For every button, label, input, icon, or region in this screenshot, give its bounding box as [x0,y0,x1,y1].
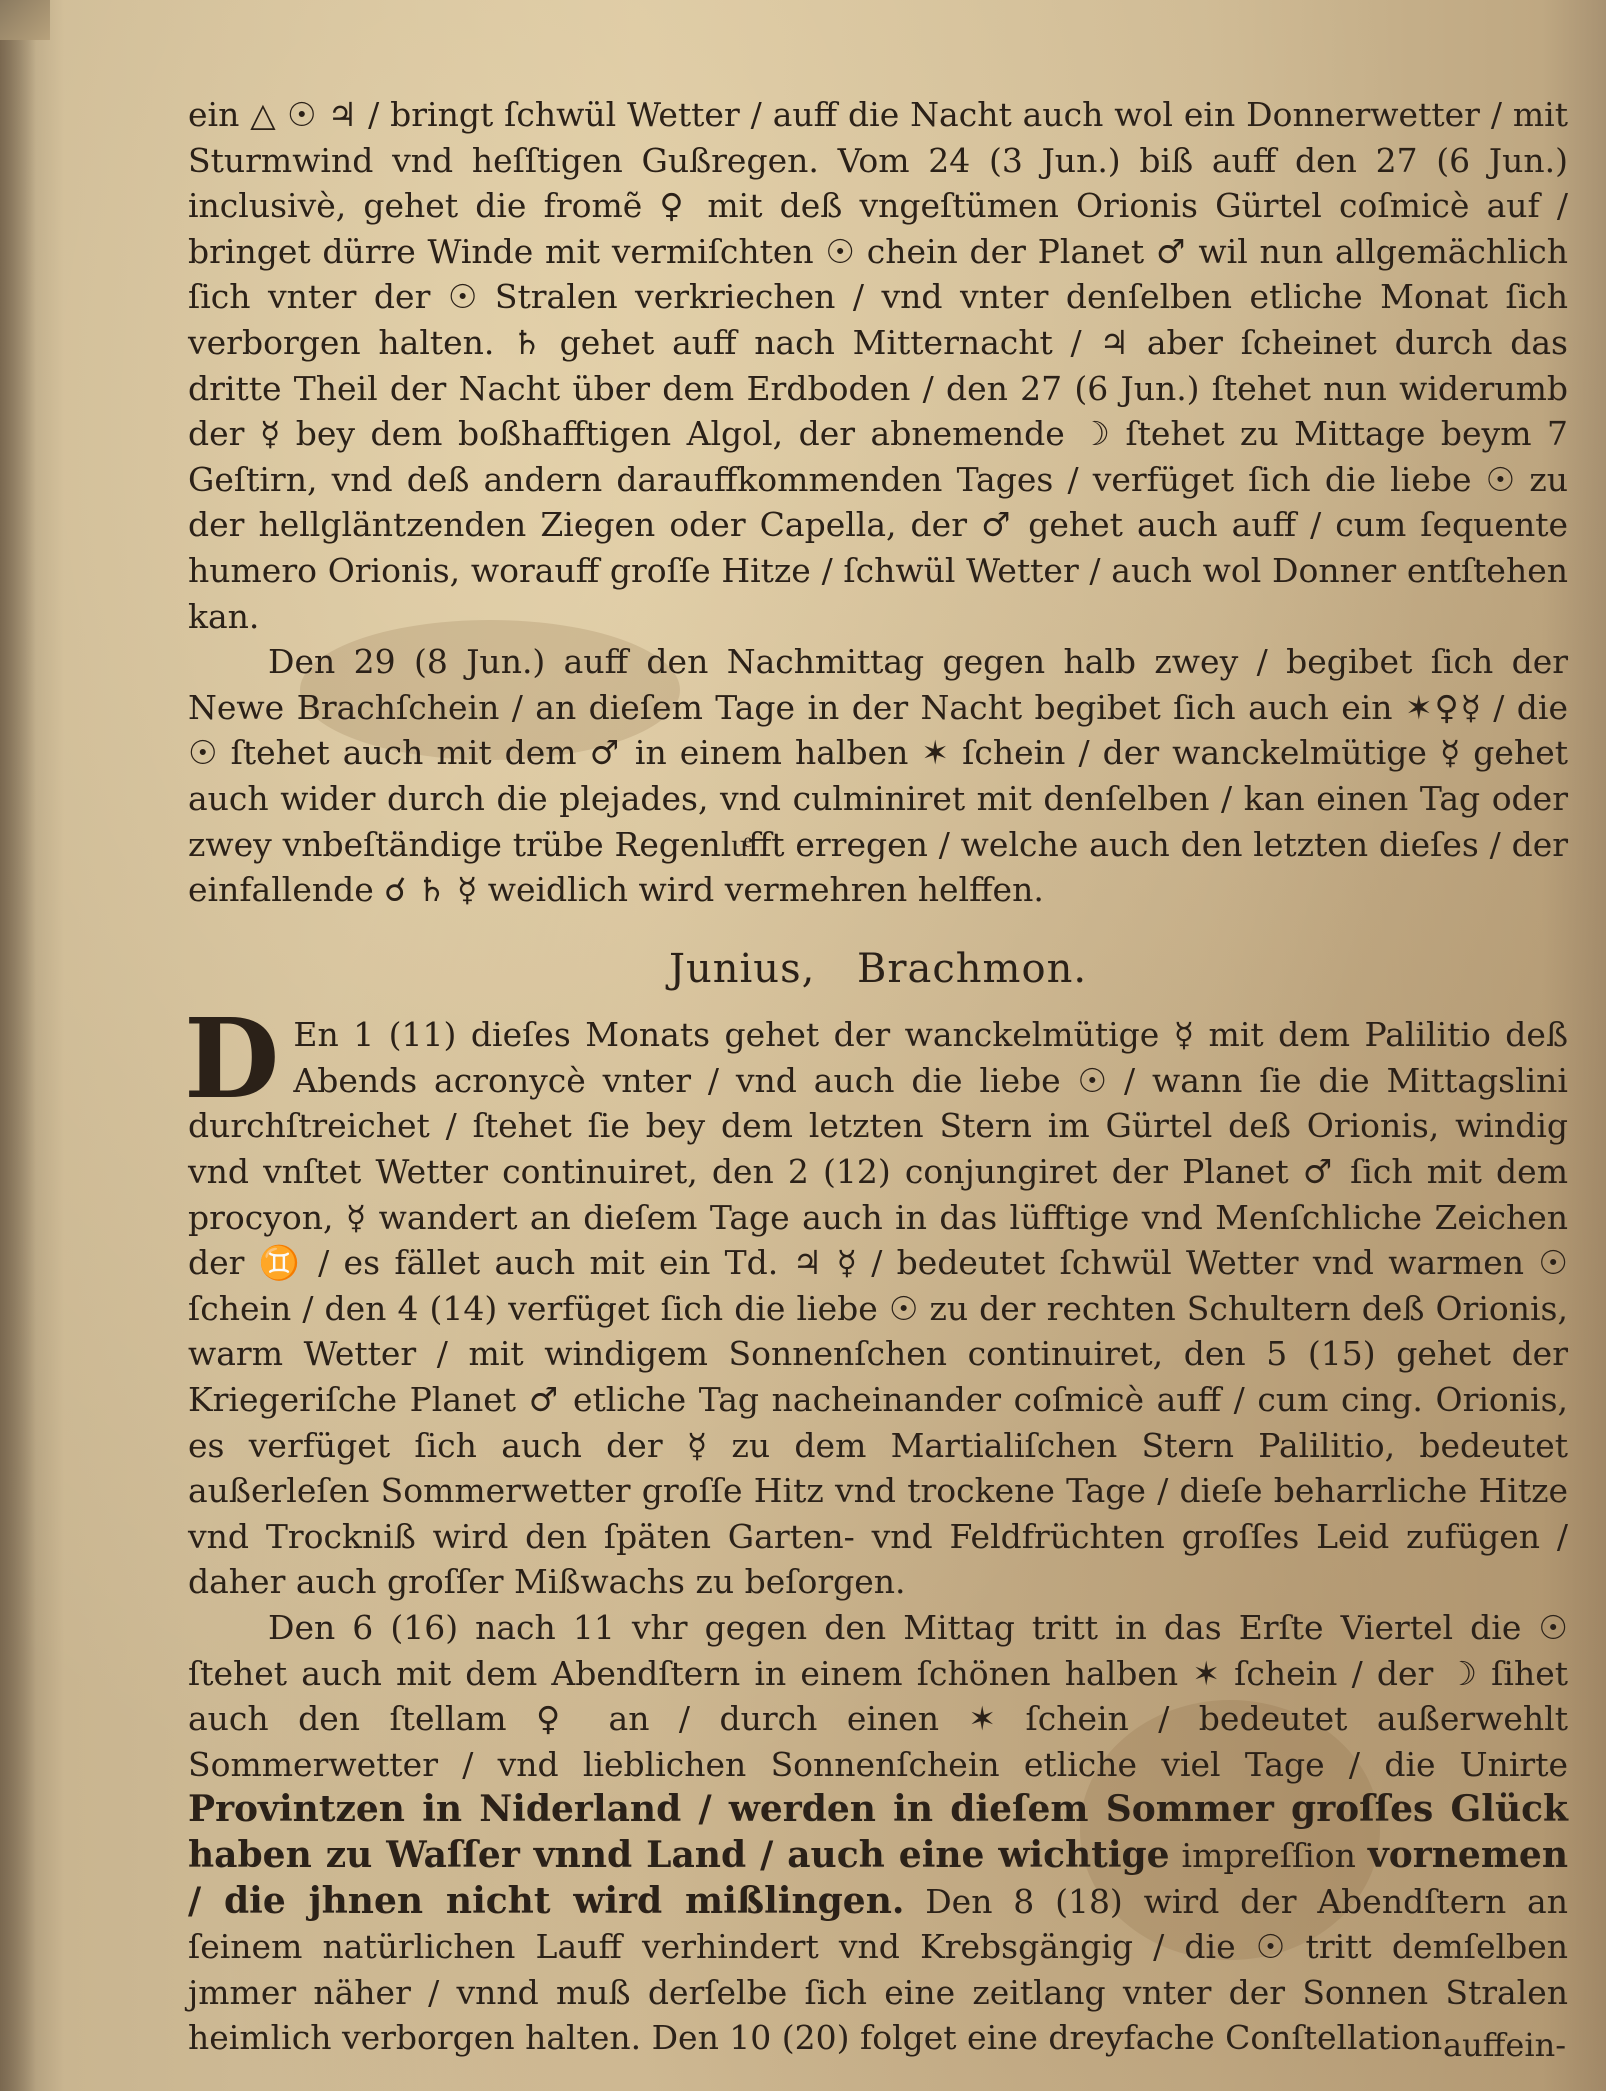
paragraph-4-part1: Den 6 (16) nach 11 vhr gegen den Mittag tritt in das Erſte Viertel die ☉ ſtehet auch mit dem Abendſtern in einem ſchönen halben ✶ ſchein / der ☽ ſihet auch den ſtellam ♀ an / durch einen ✶ ſchein / bedeutet außerwehlt Sommerwetter / vnd lieblichen Sonnenſchein etliche viel Tage / die Unirte [188,1608,1568,1784]
heading-german: Brachmon. [857,945,1088,992]
paragraph-4-part2: impreſſion [1181,1835,1356,1875]
paragraph-3-text: En 1 (11) dieſes Monats gehet der wanckelmütige ☿ mit dem Palilitio deß Abends acronycè vnter / vnd auch die liebe ☉ / wann ſie die Mittagslini durchſtreichet / ſtehet ſie bey dem letzten Stern im Gürtel deß Orionis, windig vnd vnſtet Wetter continuiret, den 2 (12) conjungiret der Planet ♂ ſich mit dem procyon, ☿ wandert an dieſem Tage auch in das lüfftige vnd Menſchliche Zeichen der ♊ / es fället auch mit ein Td. ♃ ☿ / bedeutet ſchwül Wetter vnd warmen ☉ ſchein / den 4 (14) verfüget ſich die liebe ☉ zu der rechten Schultern deß Orionis, warm Wetter / mit windigem Sonnenſchen continuiret, den 5 (15) gehet der Kriegeriſche Planet ♂ etliche Tag nacheinander coſmicè auff / cum cing. Orionis, es verfüget ſich auch der ☿ zu dem Martialiſchen Stern Palilitio, bedeutet außerleſen Sommerwetter groſſe Hitz vnd trockene Tage / dieſe beharrliche Hitze vnd Trockniß wird den ſpäten Garten- vnd Feldfrüchten groſſes Leid zufügen / daher auch groſſer Mißwachs zu beſorgen. [188,1015,1568,1602]
main-text [184,92,1568,2061]
heading-latin: Junius, [668,945,816,992]
paragraph-4 [188,1605,1568,2061]
drop-cap: D [184,994,280,1124]
folded-corner [0,0,50,40]
paragraph-3 [184,994,1568,1605]
paragraph-4-part3: Den 8 (18) wird der Abendſtern an ſeinem natürlichen Lauff verhindert vnd Krebsgängig / die ☉ tritt demſelben jmmer näher / vnnd muß derſelbe ſich eine zeitlang vnter der Sonnen Stralen heimlich verborgen halten. Den 10 (20) folget eine dreyfache Conſtellation [188,1881,1568,2058]
catchword: auffein- [1442,2026,1566,2064]
paragraph-4-emphasis: Provintzen in Niderland / werden in dieſem Sommer groſſes Glück haben zu Waſſer vnnd Land / auch eine wichtige [188,1788,1568,1876]
paragraph-1: ein △ ☉ ♃ / bringt ſchwül Wetter / auff die Nacht auch wol ein Donnerwetter / mit Sturmwind vnd heſſtigen Gußregen. Vom 24 (3 Jun.) biß auff den 27 (6 Jun.) inclusivè, gehet die fromẽ ♀ mit deß vngeſtümen Orionis Gürtel coſmicè auf / bringet dürre Winde mit vermiſchten ☉ chein der Planet ♂ wil nun allgemächlich ſich vnter der ☉ Stralen verkriechen / vnd vnter denſelben etliche Monat ſich verborgen halten. ♄ gehet auff nach Mitternacht / ♃ aber ſcheinet durch das dritte Theil der Nacht über dem Erdboden / den 27 (6 Jun.) ſtehet nun widerumb der ☿ bey dem boßhafftigen Algol, der abnemende ☽ ſtehet zu Mittage beym 7 Geſtirn, vnd deß andern darauffkommenden Tages / verfüget ſich die liebe ☉ zu der hellgläntzenden Ziegen oder Capella, der ♂ gehet auch auff / cum ſequente humero Orionis, worauff groſſe Hitze / ſchwül Wetter / auch wol Donner entſtehen kan. [188,95,1568,636]
month-heading [188,947,1568,993]
page-edge-shadow [0,0,36,2091]
paragraph-4-emphasis2: vornemen / die jhnen nicht wird mißlingen. [188,1833,1568,1922]
paragraph-2: Den 29 (8 Jun.) auff den Nachmittag gegen halb zwey / begibet ſich der Newe Brachſchein / an dieſem Tage in der Nacht begibet ſich auch ein ✶♀☿ / die ☉ ſtehet auch mit dem ♂ in einem halben ✶ ſchein / der wanckelmütige ☿ gehet auch wider durch die plejades, vnd culminiret mit denſelben / kan einen Tag oder zwey vnbeſtändige trübe Regenluͤfft erregen / welche auch den letzten dieſes / der einfallende ☌ ♄ ☿ weidlich wird vermehren helffen. [188,642,1568,910]
